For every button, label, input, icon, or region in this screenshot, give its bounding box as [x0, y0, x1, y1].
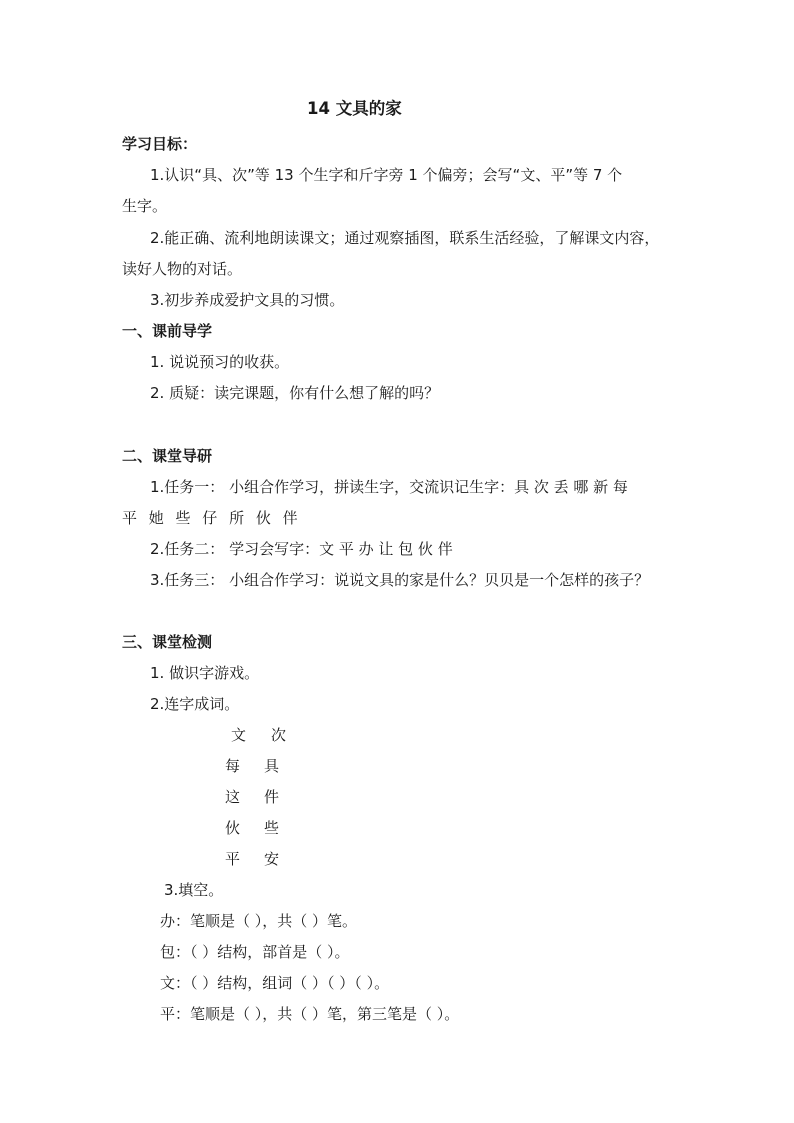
page-title: 14 文具的家 — [307, 99, 402, 118]
section-3-heading: 三、课堂检测 — [122, 633, 213, 651]
fill-blank-line: 文：（ ）结构，组词（ ）（ ）（ ）。 — [160, 974, 390, 992]
pair-right-char: 次 — [271, 726, 287, 744]
fill-blank-line: 办：笔顺是（ ），共（ ）笔。 — [160, 912, 358, 930]
goal-item-1-line-1: 1.认识“具、次”等 13 个生字和斤字旁 1 个偏旁；会写“文、平”等 7 个 — [150, 166, 623, 184]
pair-left-char: 文 — [231, 726, 247, 744]
section-1-heading: 一、课前导学 — [122, 322, 213, 340]
section-2-task-1-line-2: 平 她 些 仔 所 伙 伴 — [122, 509, 302, 527]
pair-left-char: 伙 — [225, 819, 241, 837]
goal-item-2-line-1: 2.能正确、流利地朗读课文；通过观察插图，联系生活经验，了解课文内容， — [150, 229, 660, 247]
goals-heading: 学习目标： — [122, 135, 198, 153]
fill-blank-line: 包：（ ）结构，部首是（ ）。 — [160, 943, 350, 961]
pair-right-char: 安 — [264, 850, 280, 868]
section-3-item-1: 1. 做识字游戏。 — [150, 664, 260, 682]
pair-left-char: 平 — [225, 850, 241, 868]
pair-left-char: 这 — [225, 788, 241, 806]
pair-right-char: 具 — [264, 757, 280, 775]
goal-item-1-line-2: 生字。 — [122, 197, 168, 215]
section-2-task-3: 3.任务三： 小组合作学习：说说文具的家是什么？贝贝是一个怎样的孩子？ — [150, 571, 650, 589]
section-3-item-2: 2.连字成词。 — [150, 695, 240, 713]
fill-blank-line: 平：笔顺是（ ），共（ ）笔，第三笔是（ ）。 — [160, 1005, 460, 1023]
section-3-item-3: 3.填空。 — [164, 881, 224, 899]
section-2-task-2: 2.任务二： 学习会写字：文 平 办 让 包 伙 伴 — [150, 540, 453, 558]
section-2-heading: 二、课堂导研 — [122, 447, 213, 465]
pair-left-char: 每 — [225, 757, 241, 775]
goal-item-2-line-2: 读好人物的对话。 — [122, 260, 243, 278]
goal-item-3: 3.初步养成爱护文具的习惯。 — [150, 291, 345, 309]
section-2-task-1-line-1: 1.任务一： 小组合作学习，拼读生字，交流识记生字：具 次 丢 哪 新 每 — [150, 478, 628, 496]
pair-right-char: 件 — [264, 788, 280, 806]
section-1-item-1: 1. 说说预习的收获。 — [150, 353, 290, 371]
section-1-item-2: 2. 质疑：读完课题，你有什么想了解的吗？ — [150, 384, 440, 402]
pair-right-char: 些 — [264, 819, 280, 837]
